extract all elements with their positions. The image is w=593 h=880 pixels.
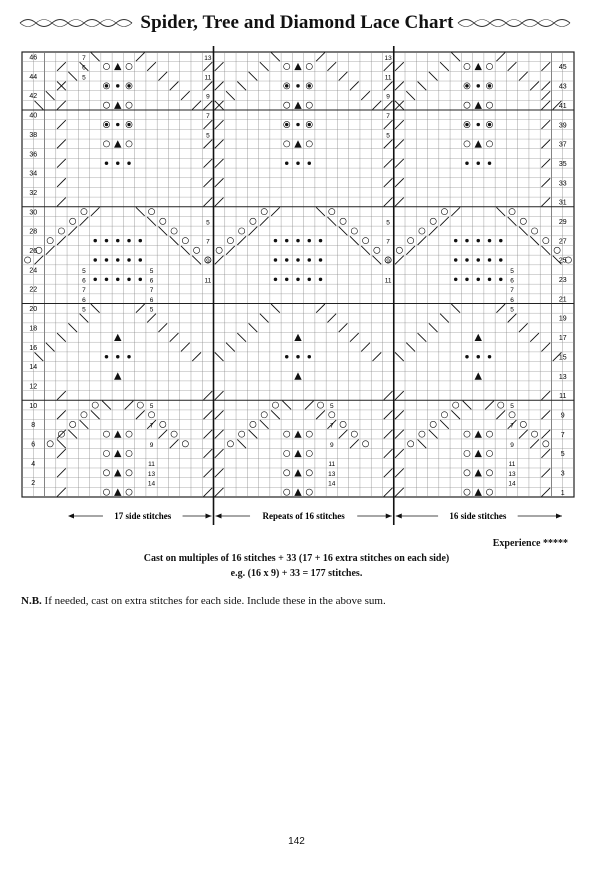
row-number-right: 21 bbox=[558, 296, 567, 304]
stitch-count: 5 bbox=[82, 306, 86, 314]
bobble-symbol bbox=[285, 84, 288, 87]
row-number-left: 38 bbox=[29, 131, 38, 139]
row-number-left: 10 bbox=[29, 402, 38, 410]
stitch-count: 11 bbox=[384, 74, 392, 82]
bobble-symbol bbox=[296, 258, 299, 261]
bobble-symbol bbox=[116, 123, 119, 126]
row-number-left: 12 bbox=[29, 383, 38, 391]
row-number-right: 3 bbox=[560, 470, 565, 478]
bobble-symbol bbox=[308, 278, 311, 281]
bobble-symbol bbox=[127, 355, 130, 358]
stitch-count: 9 bbox=[510, 441, 514, 449]
repeat-section-label: Repeats of 16 stitches bbox=[262, 511, 345, 521]
bobble-symbol bbox=[285, 258, 288, 261]
stitch-count: 13 bbox=[328, 470, 336, 478]
stitch-count: 6 bbox=[510, 277, 514, 285]
bobble-symbol bbox=[105, 239, 108, 242]
row-number-right: 15 bbox=[558, 354, 567, 362]
stitch-count: 6 bbox=[149, 277, 154, 285]
bobble-symbol bbox=[319, 258, 322, 261]
bobble-symbol bbox=[465, 239, 468, 242]
arrowhead-left bbox=[216, 514, 222, 519]
bobble-symbol bbox=[105, 162, 108, 165]
bobble-symbol bbox=[139, 258, 142, 261]
bobble-symbol bbox=[488, 123, 491, 126]
row-number-right: 9 bbox=[560, 412, 565, 420]
stitch-count: 5 bbox=[82, 267, 86, 275]
bobble-symbol bbox=[308, 162, 311, 165]
bobble-symbol bbox=[477, 239, 480, 242]
row-number-left: 2 bbox=[31, 480, 36, 488]
row-number-right: 45 bbox=[558, 64, 567, 72]
stitch-count: 11 bbox=[148, 461, 155, 469]
row-number-right: 31 bbox=[558, 199, 567, 207]
bobble-symbol bbox=[296, 355, 299, 358]
bobble-symbol bbox=[93, 278, 96, 281]
stitch-count: 7 bbox=[386, 238, 390, 246]
bobble-symbol bbox=[296, 84, 299, 87]
bobble-symbol bbox=[477, 84, 480, 87]
bobble-symbol bbox=[296, 123, 299, 126]
stitch-count: 9 bbox=[386, 258, 390, 266]
stitch-count: 9 bbox=[329, 441, 334, 449]
stitch-count: 11 bbox=[204, 277, 212, 285]
bobble-symbol bbox=[477, 278, 480, 281]
bobble-symbol bbox=[105, 258, 108, 261]
stitch-count: 7 bbox=[82, 54, 86, 62]
bobble-symbol bbox=[465, 162, 468, 165]
stitch-count: 11 bbox=[328, 461, 336, 469]
row-number-left: 32 bbox=[29, 189, 38, 197]
bobble-symbol bbox=[285, 278, 288, 281]
stitch-count: 7 bbox=[510, 422, 514, 430]
bobble-symbol bbox=[308, 123, 311, 126]
bobble-symbol bbox=[116, 162, 119, 165]
bobble-symbol bbox=[105, 355, 108, 358]
arrowhead-right bbox=[386, 514, 392, 519]
stitch-count: 5 bbox=[206, 132, 210, 140]
row-number-right: 17 bbox=[558, 335, 567, 343]
bobble-symbol bbox=[93, 239, 96, 242]
bobble-symbol bbox=[274, 278, 277, 281]
row-number-right: 13 bbox=[558, 373, 567, 381]
bobble-symbol bbox=[274, 239, 277, 242]
bobble-symbol bbox=[488, 84, 491, 87]
row-number-left: 16 bbox=[29, 344, 38, 352]
stitch-count: 9 bbox=[149, 441, 154, 449]
bobble-symbol bbox=[116, 355, 119, 358]
bobble-symbol bbox=[319, 239, 322, 242]
stitch-count: 13 bbox=[508, 470, 516, 478]
arrowhead-right bbox=[556, 514, 562, 519]
bobble-symbol bbox=[127, 84, 130, 87]
stitch-count: 13 bbox=[384, 54, 392, 62]
stitch-count: 6 bbox=[82, 296, 86, 304]
bobble-symbol bbox=[127, 162, 130, 165]
row-number-left: 20 bbox=[29, 306, 38, 314]
bobble-symbol bbox=[465, 84, 468, 87]
stitch-count: 7 bbox=[149, 422, 154, 430]
row-number-right: 41 bbox=[558, 102, 567, 110]
bobble-symbol bbox=[488, 278, 491, 281]
arrowhead-left bbox=[68, 514, 74, 519]
row-number-right: 19 bbox=[558, 315, 567, 323]
stitch-count: 5 bbox=[386, 132, 390, 140]
row-number-left: 24 bbox=[29, 267, 38, 275]
row-number-right: 11 bbox=[559, 393, 567, 401]
bobble-symbol bbox=[499, 278, 502, 281]
note-paragraph bbox=[21, 595, 386, 607]
arrowhead-left bbox=[396, 514, 402, 519]
bobble-symbol bbox=[454, 258, 457, 261]
row-number-left: 42 bbox=[29, 93, 38, 101]
stitch-count: 7 bbox=[206, 238, 210, 246]
bobble-symbol bbox=[465, 258, 468, 261]
stitch-count: 14 bbox=[328, 480, 336, 488]
bobble-symbol bbox=[127, 258, 130, 261]
stitch-count: 5 bbox=[149, 267, 154, 275]
stitch-count: 9 bbox=[206, 258, 210, 266]
stitch-count: 5 bbox=[149, 306, 154, 314]
stitch-count: 7 bbox=[206, 112, 210, 120]
stitch-count: 5 bbox=[82, 74, 86, 82]
bobble-symbol bbox=[319, 278, 322, 281]
stitch-count: 6 bbox=[82, 277, 86, 285]
row-number-left: 14 bbox=[29, 364, 38, 372]
bobble-symbol bbox=[105, 278, 108, 281]
stitch-count: 14 bbox=[508, 480, 516, 488]
bobble-symbol bbox=[127, 239, 130, 242]
bobble-symbol bbox=[454, 239, 457, 242]
stitch-count: 9 bbox=[206, 93, 210, 101]
row-number-left: 40 bbox=[29, 112, 38, 120]
stitch-count: 7 bbox=[386, 112, 390, 120]
bobble-symbol bbox=[116, 84, 119, 87]
bobble-symbol bbox=[488, 258, 491, 261]
experience-rating: Experience ***** bbox=[492, 538, 568, 549]
row-number-left: 36 bbox=[29, 151, 38, 159]
page-title: Spider, Tree and Diamond Lace Chart bbox=[140, 12, 454, 33]
bobble-symbol bbox=[477, 123, 480, 126]
row-number-right: 43 bbox=[558, 83, 567, 91]
bobble-symbol bbox=[454, 278, 457, 281]
bobble-symbol bbox=[274, 258, 277, 261]
chart-section-markers bbox=[68, 510, 562, 521]
row-number-right: 25 bbox=[558, 257, 567, 265]
bobble-symbol bbox=[296, 239, 299, 242]
bobble-symbol bbox=[488, 239, 491, 242]
bobble-symbol bbox=[116, 258, 119, 261]
row-number-left: 18 bbox=[29, 325, 38, 333]
row-number-right: 7 bbox=[560, 431, 565, 439]
row-number-right: 23 bbox=[558, 277, 567, 285]
row-number-right: 33 bbox=[558, 180, 567, 188]
bobble-symbol bbox=[285, 355, 288, 358]
row-number-right: 1 bbox=[560, 489, 565, 497]
row-number-right: 5 bbox=[560, 451, 565, 459]
row-number-left: 26 bbox=[29, 248, 38, 256]
row-number-left: 22 bbox=[29, 286, 38, 294]
stitch-count: 5 bbox=[510, 306, 514, 314]
bobble-symbol bbox=[308, 239, 311, 242]
stitch-count: 13 bbox=[204, 54, 212, 62]
bobble-symbol bbox=[465, 123, 468, 126]
left-section-label: 17 side stitches bbox=[114, 511, 172, 521]
bobble-symbol bbox=[499, 239, 502, 242]
row-number-right: 37 bbox=[558, 141, 567, 149]
stitch-count: 11 bbox=[508, 461, 516, 469]
bobble-symbol bbox=[105, 84, 108, 87]
stitch-count: 5 bbox=[386, 219, 390, 227]
bobble-symbol bbox=[116, 239, 119, 242]
bobble-symbol bbox=[127, 123, 130, 126]
bobble-symbol bbox=[93, 258, 96, 261]
right-section-label: 16 side stitches bbox=[449, 511, 507, 521]
row-number-right: 39 bbox=[558, 122, 567, 130]
row-number-left: 44 bbox=[29, 73, 38, 81]
row-number-left: 4 bbox=[31, 460, 36, 468]
bobble-symbol bbox=[285, 162, 288, 165]
stitch-count: 6 bbox=[510, 296, 514, 304]
row-number-left: 6 bbox=[31, 441, 36, 449]
bobble-symbol bbox=[116, 278, 119, 281]
bobble-symbol bbox=[308, 355, 311, 358]
bobble-symbol bbox=[465, 278, 468, 281]
cast-on-instructions: Cast on multiples of 16 stitches + 33 (17 + 16 extra stitches on each side) bbox=[143, 553, 450, 564]
stitch-count: 5 bbox=[206, 219, 210, 227]
bobble-symbol bbox=[296, 278, 299, 281]
row-number-left: 8 bbox=[31, 422, 36, 430]
bobble-symbol bbox=[285, 123, 288, 126]
stitch-count: 5 bbox=[149, 403, 154, 411]
bobble-symbol bbox=[105, 123, 108, 126]
bobble-symbol bbox=[488, 355, 491, 358]
row-number-right: 27 bbox=[558, 238, 567, 246]
row-number-left: 34 bbox=[29, 170, 38, 178]
row-number-left: 30 bbox=[29, 209, 38, 217]
bobble-symbol bbox=[308, 84, 311, 87]
stitch-count: 5 bbox=[329, 403, 334, 411]
stitch-count: 7 bbox=[510, 287, 514, 295]
bobble-symbol bbox=[285, 239, 288, 242]
stitch-count: 9 bbox=[386, 93, 390, 101]
note-text: If needed, cast on extra stitches for each side. Include these in the above sum. bbox=[44, 595, 386, 607]
stitch-count: 6 bbox=[82, 64, 86, 72]
bobble-symbol bbox=[139, 278, 142, 281]
stitch-count: 7 bbox=[149, 287, 154, 295]
row-number-right: 35 bbox=[558, 160, 567, 168]
note-label: N.B. bbox=[21, 595, 42, 607]
stitch-count: 5 bbox=[510, 267, 514, 275]
bobble-symbol bbox=[488, 162, 491, 165]
bobble-symbol bbox=[499, 258, 502, 261]
stitch-count: 11 bbox=[204, 74, 212, 82]
bobble-symbol bbox=[477, 162, 480, 165]
bobble-symbol bbox=[139, 239, 142, 242]
row-number-right: 29 bbox=[558, 219, 567, 227]
stitch-count: 5 bbox=[510, 403, 514, 411]
page-number: 142 bbox=[288, 836, 305, 847]
stitch-count: 14 bbox=[147, 480, 156, 488]
bobble-symbol bbox=[127, 278, 130, 281]
bobble-symbol bbox=[296, 162, 299, 165]
bobble-symbol bbox=[477, 258, 480, 261]
bobble-symbol bbox=[465, 355, 468, 358]
bobble-symbol bbox=[308, 258, 311, 261]
row-number-left: 28 bbox=[29, 228, 38, 236]
row-number-left: 46 bbox=[29, 54, 38, 62]
stitch-count: 11 bbox=[384, 277, 392, 285]
stitch-count: 13 bbox=[147, 470, 156, 478]
bobble-symbol bbox=[477, 355, 480, 358]
stitch-count: 7 bbox=[82, 287, 86, 295]
cast-on-example: e.g. (16 x 9) + 33 = 177 stitches. bbox=[230, 568, 363, 579]
stitch-count: 6 bbox=[149, 296, 154, 304]
stitch-count: 7 bbox=[329, 422, 334, 430]
arrowhead-right bbox=[206, 514, 212, 519]
